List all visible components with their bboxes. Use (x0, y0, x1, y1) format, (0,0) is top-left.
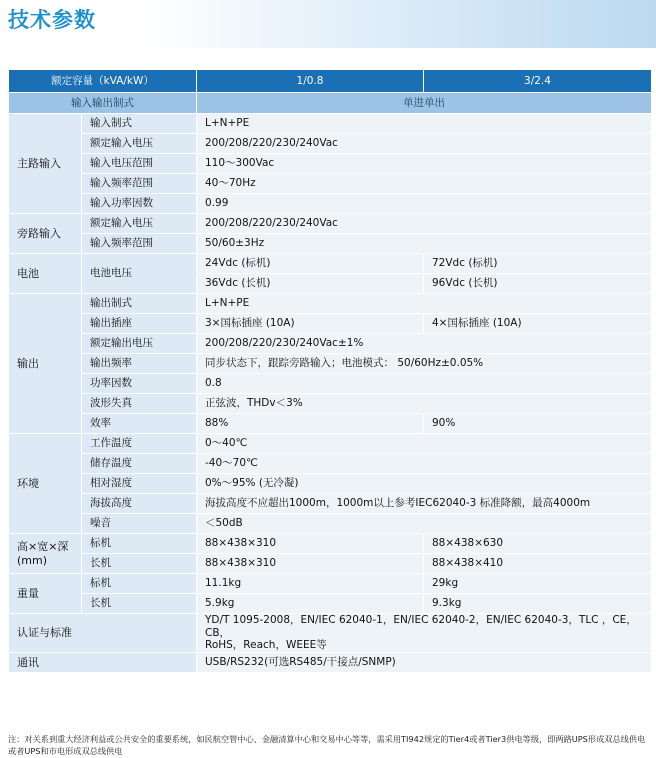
row-value: -40～70℃ (197, 454, 652, 474)
row-label: 标机 (82, 574, 197, 594)
row-value: 5.9kg (197, 594, 424, 614)
row-label: 额定输入电压 (82, 134, 197, 154)
row-label: 输入制式 (82, 114, 197, 134)
row-value: 200/208/220/230/240Vac±1% (197, 334, 652, 354)
page-title: 技术参数 (8, 8, 96, 32)
environment-group: 环境 (9, 434, 82, 534)
table-row (9, 554, 652, 574)
certification-line1: YD/T 1095-2008，EN/IEC 62040-1，EN/IEC 62040-2，EN/IEC 62040-3，TLC ，CE，CB， (205, 614, 637, 639)
row-value: 29kg (424, 574, 652, 594)
row-value: 0.99 (197, 194, 652, 214)
dimensions-group-line1: 高×宽×深 (17, 540, 69, 554)
row-value: 50/60±3Hz (197, 234, 652, 254)
table-row (9, 514, 652, 534)
model1-header: 1/0.8 (197, 70, 424, 93)
row-value: 88×438×310 (197, 534, 424, 554)
certification-value (197, 614, 652, 653)
row-label: 功率因数 (82, 374, 197, 394)
row-value: 96Vdc (长机) (424, 274, 652, 294)
row-value: 88% (197, 414, 424, 434)
row-value: 24Vdc (标机) (197, 254, 424, 274)
row-label: 标机 (82, 534, 197, 554)
table-row (9, 652, 652, 672)
certification-line2: RoHS，Reach，WEEE等 (205, 639, 327, 652)
communication-value: USB/RS232(可选RS485/干接点/SNMP) (197, 652, 652, 672)
table-row (9, 154, 652, 174)
table-row (9, 214, 652, 234)
table-row (9, 614, 652, 653)
row-label: 输出插座 (82, 314, 197, 334)
row-value: 36Vdc (长机) (197, 274, 424, 294)
title-banner (0, 0, 656, 48)
footnote: 注：对关系到重大经济利益或公共安全的重要系统，如民航空管中心、金融清算中心和交易中心等等，需采用TI942规定的Tier4或者Tier3供电等级，即两路UPS形成双总线供电或者UPS和市电形成双总线供电 (8, 734, 646, 756)
row-label: 输出频率 (82, 354, 197, 374)
row-value: L+N+PE (197, 294, 652, 314)
row-label: 储存温度 (82, 454, 197, 474)
row-value: 200/208/220/230/240Vac (197, 134, 652, 154)
row-label: 相对湿度 (82, 474, 197, 494)
row-value: 88×438×630 (424, 534, 652, 554)
table-row (9, 414, 652, 434)
spec-table (8, 69, 652, 673)
row-value: 200/208/220/230/240Vac (197, 214, 652, 234)
row-label: 长机 (82, 594, 197, 614)
table-row (9, 354, 652, 374)
table-row (9, 374, 652, 394)
table-row (9, 334, 652, 354)
row-label: 工作温度 (82, 434, 197, 454)
table-row (9, 314, 652, 334)
row-value: 40～70Hz (197, 174, 652, 194)
row-value: 88×438×410 (424, 554, 652, 574)
model2-header: 3/2.4 (424, 70, 652, 93)
row-value: 88×438×310 (197, 554, 424, 574)
io-system-row (9, 93, 652, 114)
dimensions-group-line2: (mm) (17, 553, 48, 567)
row-value: 11.1kg (197, 574, 424, 594)
weight-group: 重量 (9, 574, 82, 614)
row-value: 0%～95% (无冷凝) (197, 474, 652, 494)
row-label: 噪音 (82, 514, 197, 534)
table-row (9, 254, 652, 274)
row-value: 0～40℃ (197, 434, 652, 454)
row-label: 输入频率范围 (82, 234, 197, 254)
row-label: 输入电压范围 (82, 154, 197, 174)
communication-label: 通讯 (9, 652, 197, 672)
row-label: 海拔高度 (82, 494, 197, 514)
table-row (9, 574, 652, 594)
row-value: 4×国标插座 (10A) (424, 314, 652, 334)
bypass-input-group: 旁路输入 (9, 214, 82, 254)
rating-header: 额定容量（kVA/kW） (9, 70, 197, 93)
row-label: 输出制式 (82, 294, 197, 314)
output-group: 输出 (9, 294, 82, 434)
row-label: 效率 (82, 414, 197, 434)
table-row (9, 234, 652, 254)
table-row (9, 394, 652, 414)
table-row (9, 434, 652, 454)
row-value: 正弦波，THDv＜3% (197, 394, 652, 414)
certification-label: 认证与标准 (9, 614, 197, 653)
row-label: 额定输入电压 (82, 214, 197, 234)
row-label: 长机 (82, 554, 197, 574)
row-value: 0.8 (197, 374, 652, 394)
row-label: 额定输出电压 (82, 334, 197, 354)
row-label: 输入频率范围 (82, 174, 197, 194)
row-value: 72Vdc (标机) (424, 254, 652, 274)
main-input-group: 主路输入 (9, 114, 82, 214)
row-label: 输入功率因数 (82, 194, 197, 214)
dimensions-group (9, 534, 82, 574)
row-value: 3×国标插座 (10A) (197, 314, 424, 334)
row-value: 90% (424, 414, 652, 434)
row-value: 110～300Vac (197, 154, 652, 174)
table-row (9, 474, 652, 494)
row-value: L+N+PE (197, 114, 652, 134)
table-row (9, 194, 652, 214)
row-label: 电池电压 (82, 254, 197, 294)
table-row (9, 114, 652, 134)
table-row (9, 454, 652, 474)
table-row (9, 294, 652, 314)
table-header-row (9, 70, 652, 93)
io-system-label: 输入输出制式 (9, 93, 197, 114)
table-row (9, 494, 652, 514)
io-system-value: 单进单出 (197, 93, 652, 114)
table-row (9, 134, 652, 154)
table-row (9, 174, 652, 194)
table-row (9, 594, 652, 614)
row-value: 海拔高度不应超出1000m，1000m以上参考IEC62040-3 标准降额，最高4000m (197, 494, 652, 514)
row-value: 同步状态下，跟踪旁路输入；电池模式： 50/60Hz±0.05% (197, 354, 652, 374)
row-label: 波形失真 (82, 394, 197, 414)
battery-group: 电池 (9, 254, 82, 294)
table-row (9, 534, 652, 554)
row-value: 9.3kg (424, 594, 652, 614)
row-value: ＜50dB (197, 514, 652, 534)
